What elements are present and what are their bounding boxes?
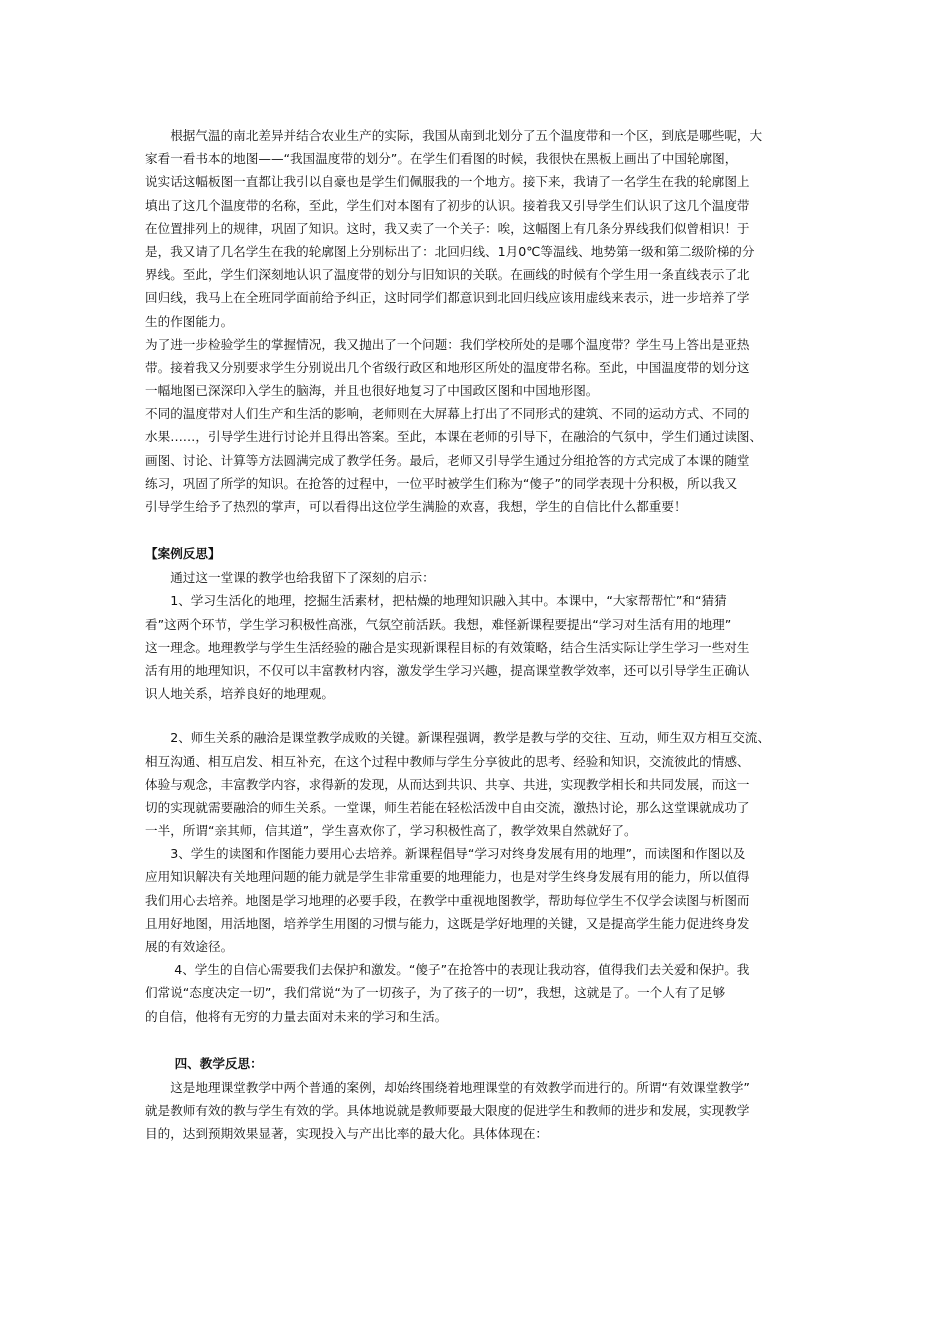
text-line: 是，我又请了几名学生在我的轮廓图上分别标出了：北回归线、1月0℃等温线、地势第一级和第二级阶梯的分 [145, 243, 755, 259]
paragraph-temperature-map [145, 124, 815, 333]
text-line: 不同的温度带对人们生产和生活的影响，老师则在大屏幕上打出了不同形式的建筑、不同的运动方式、不同的 [145, 406, 750, 422]
text-line: 且用好地图，用活地图，培养学生用图的习惯与能力，这既是学好地理的关键，又是提高学生能力促进终身发 [145, 915, 750, 931]
text-line: 界线。至此，学生们深刻地认识了温度带的划分与旧知识的关联。在画线的时候有个学生用一条直线表示了北 [145, 267, 750, 283]
text-line: 为了进一步检验学生的掌握情况，我又抛出了一个问题：我们学校所处的是哪个温度带？学生马上答出是亚热 [145, 336, 750, 352]
text-line: 1、学习生活化的地理，挖掘生活素材，把枯燥的地理知识融入其中。本课中，“大家帮帮忙”和“猜猜 [145, 593, 727, 609]
paragraph-follow-up-question [145, 333, 815, 403]
paragraph-closing [145, 1076, 815, 1146]
text-line: 体验与观念，丰富教学内容，求得新的发现，从而达到共识、共享、共进，实现教学相长和共同发展，而这一 [145, 776, 750, 792]
text-line: 根据气温的南北差异并结合农业生产的实际，我国从南到北划分了五个温度带和一个区，到底是哪些呢，大 [145, 128, 763, 143]
text-line: 切的实现就需要融洽的师生关系。一堂课，师生若能在轻松活泼中自由交流，激热讨论，那么这堂课就成功了 [145, 799, 750, 815]
text-line: 在位置排列上的规律，巩固了知识。这时，我又卖了一个关子：唉，这幅图上有几条分界线我们似曾相识！于 [145, 220, 750, 236]
section-heading-teaching-reflection: 四、教学反思： [145, 1055, 263, 1071]
paragraph-temperature-impact [145, 402, 815, 518]
text-line: 水果……，引导学生进行讨论并且得出答案。至此，本课在老师的引导下，在融洽的气氛中，学生们通过读图、 [145, 429, 763, 445]
text-line: 填出了这几个温度带的名称，至此，学生们对本图有了初步的认识。接着我又引导学生们认识了这几个温度带 [145, 197, 750, 213]
text-line: 4、学生的自信心需要我们去保护和激发。“傻子”在抢答中的表现让我动容，值得我们去关爱和保护。我 [145, 962, 750, 978]
text-line: 相互沟通、相互启发、相互补充，在这个过程中教师与学生分享彼此的思考、经验和知识，交流彼此的情感、 [145, 753, 750, 769]
paragraph-point-1 [145, 589, 815, 705]
text-line: 这是地理课堂教学中两个普通的案例，却始终围绕着地理课堂的有效教学而进行的。所谓“有效课堂教学” [145, 1079, 750, 1095]
text-line: 目的，达到预期效果显著，实现投入与产出比率的最大化。具体体现在： [145, 1126, 548, 1142]
paragraph-point-3 [145, 842, 815, 958]
text-line: 们常说“态度决定一切”，我们常说“为了一切孩子，为了孩子的一切”，我想，这就是了。一个人有了足够 [145, 985, 726, 1001]
text-line: 识人地关系，培养良好的地理观。 [145, 686, 334, 702]
paragraph-point-4 [145, 958, 815, 1028]
text-line: 展的有效途径。 [145, 939, 234, 954]
text-line: 活有用的地理知识，不仅可以丰富教材内容，激发学生学习兴趣，提高课堂教学效率，还可以引导学生正确认 [145, 662, 750, 678]
text-line: 这一理念。地理教学与学生生活经验的融合是实现新课程目标的有效策略，结合生活实际让学生学习一些对生 [145, 639, 750, 655]
text-line: 带。接着我又分别要求学生分别说出几个省级行政区和地形区所处的温度带名称。至此，中国温度带的划分这 [145, 359, 750, 375]
text-line: 3、学生的读图和作图能力要用心去培养。新课程倡导“学习对终身发展有用的地理”，而读图和作图以及 [145, 846, 746, 862]
paragraph-reflection-intro [145, 566, 815, 589]
text-line: 一半，所谓“亲其师，信其道”，学生喜欢你了，学习积极性高了，教学效果自然就好了。 [145, 823, 637, 839]
text-line: 生的作图能力。 [145, 313, 234, 329]
text-line: 练习，巩固了所学的知识。在抢答的过程中，一位平时被学生们称为“傻子”的同学表现十分积极，所以我又 [145, 475, 738, 491]
text-line: 我们用心去培养。地图是学习地理的必要手段，在教学中重视地图教学，帮助每位学生不仅学会读图与析图而 [145, 892, 750, 908]
intro-line: 通过这一堂课的教学也给我留下了深刻的启示： [145, 570, 435, 586]
text-line: 回归线，我马上在全班同学面前给予纠正，这时同学们都意识到北回归线应该用虚线来表示，进一步培养了学 [145, 290, 750, 306]
text-line: 的自信，他将有无穷的力量去面对未来的学习和生活。 [145, 1008, 448, 1024]
text-line: 2、师生关系的融洽是课堂教学成败的关键。新课程强调，教学是教与学的交往、互动，师生双方相互交流、 [145, 730, 771, 746]
section-heading-case-reflection: 【案例反思】 [145, 546, 221, 562]
text-line: 画图、讨论、计算等方法圆满完成了教学任务。最后，老师又引导学生通过分组抢答的方式完成了本课的随堂 [145, 452, 750, 468]
text-line: 引导学生给予了热烈的掌声，可以看得出这位学生满脸的欢喜，我想，学生的自信比什么都重要！ [145, 499, 687, 514]
paragraph-point-2 [145, 726, 815, 842]
text-line: 应用知识解决有关地理问题的能力就是学生非常重要的地理能力，也是对学生终身发展有用的能力，所以值得 [145, 869, 750, 885]
text-line: 看”这两个环节，学生学习积极性高涨，气氛空前活跃。我想，难怪新课程要提出“学习对生活有用的地理” [145, 616, 732, 632]
document-body [145, 124, 815, 1145]
text-line: 家看一看书本的地图——“我国温度带的划分”。在学生们看图的时候，我很快在黑板上画出了中国轮廓图， [145, 151, 738, 167]
text-line: 就是教师有效的教与学生有效的学。具体地说就是教师要最大限度的促进学生和教师的进步和发展，实现教学 [145, 1102, 750, 1118]
text-line: 说实话这幅板图一直都让我引以自豪也是学生们佩服我的一个地方。接下来，我请了一名学生在我的轮廓图上 [145, 174, 750, 190]
text-line: 一幅地图已深深印入学生的脑海，并且也很好地复习了中国政区图和中国地形图。 [145, 383, 599, 399]
